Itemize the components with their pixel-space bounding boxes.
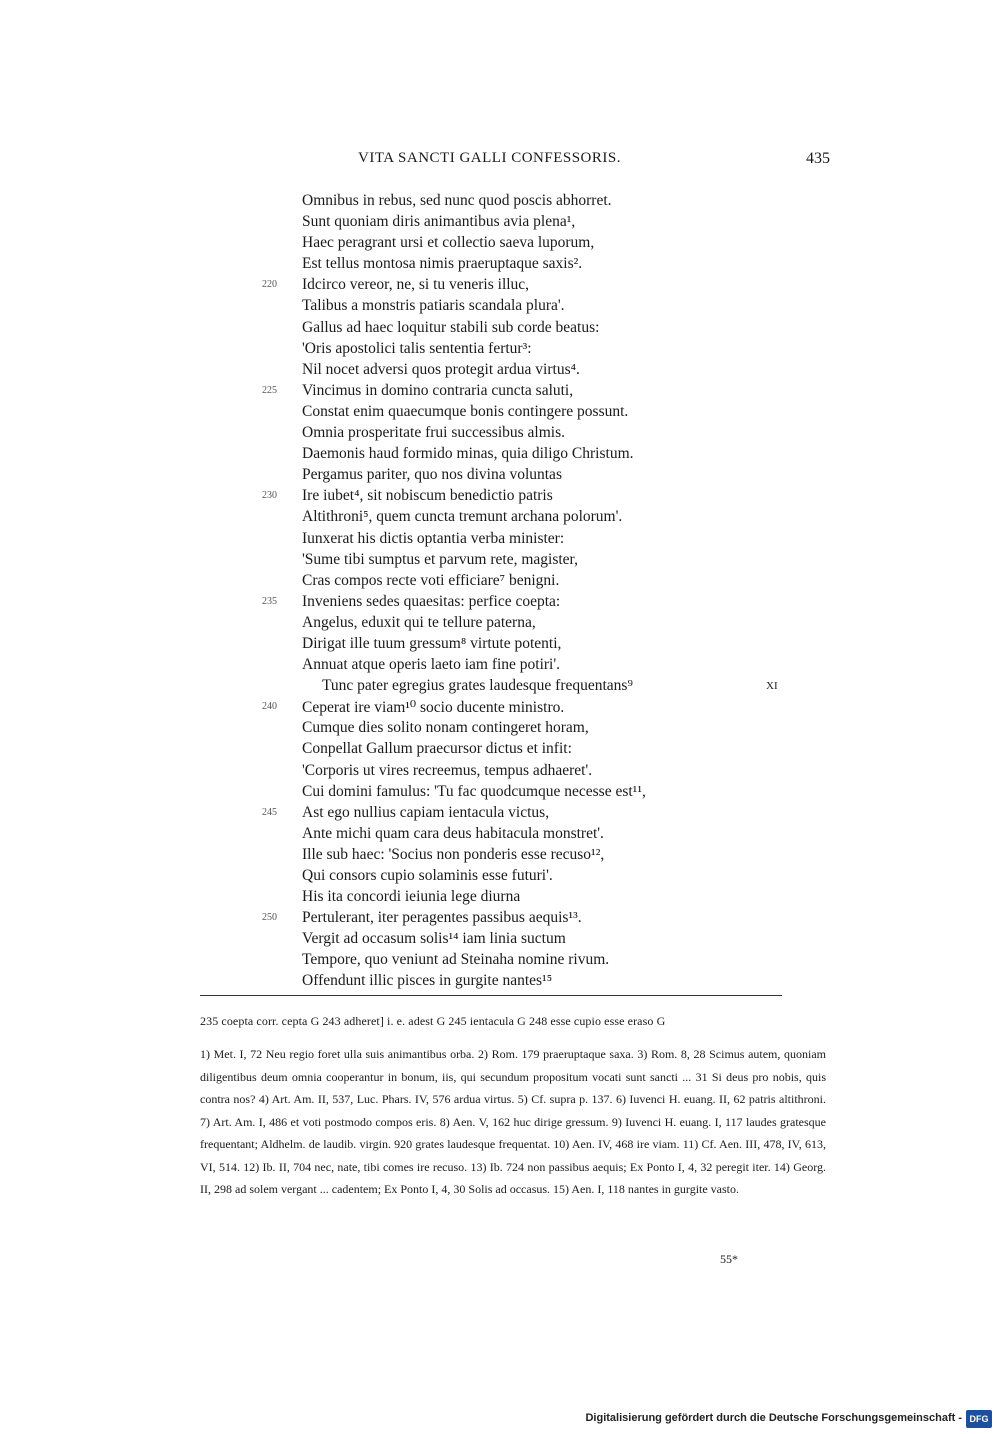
- line-number: 245: [262, 806, 277, 818]
- verse-text: Cui domini famulus: 'Tu fac quodcumque necesse est¹¹,: [302, 782, 646, 800]
- verse-text: Daemonis haud formido minas, quia diligo Christum.: [302, 445, 634, 463]
- verse-text: Qui consors cupio solaminis esse futuri'.: [302, 867, 553, 884]
- verse-line: [0, 234, 1000, 255]
- critical-apparatus: 235 coepta corr. cepta G 243 adheret] i. e. adest G 245 ientacula G 248 esse cupio esse eraso G: [200, 1014, 666, 1028]
- verse-text: Annuat atque operis laeto iam fine potiri'.: [302, 656, 561, 674]
- verse-line: [0, 656, 1000, 677]
- verse-text: Gallus ad haec loquitur stabili sub corde beatus:: [302, 318, 600, 336]
- verse-line: [0, 276, 1000, 297]
- verse-text: Haec peragrant ursi et collectio saeva luporum,: [302, 234, 595, 252]
- verse-line: [0, 445, 1000, 466]
- line-number: 240: [262, 701, 277, 713]
- verse-text: Idcirco vereor, ne, si tu veneris illuc,: [302, 276, 530, 294]
- verse-text: Est tellus montosa nimis praeruptaque saxis².: [302, 255, 583, 273]
- verse-text: Pertulerant, iter peragentes passibus aequis¹³.: [302, 909, 582, 927]
- footnote-text: 1) Met. I, 72 Neu regio foret ulla suis animantibus orba. 2) Rom. 179 praeruptaque saxa. 3) Rom. 8, 28 Scimus autem, quoniam diligentibus deum omnia cooperantur in bonum, iis, qui secundum propositum vocati sunt sancti ... 31 Si deus pro nobis, quis contra nos? 4) Art. Am. II, 537, Luc. Phars. IV, 576 ardua virtus. 5) Cf. supra p. 137. 6) Iuvenci H. euang. II, 62 patris altithroni. 7) Art. Am. I, 486 et voti postmodo compos eris. 8) Aen. V, 162 huc dirige gressum. 9) Iuvenci H. euang. I, 117 laudes gratesque frequentant; Aldhelm. de laudib. virgin. 920 grates laudesque frequentat. 10) Aen. IV, 468 ire viam. 11) Cf. Aen. III, 478, IV, 613, VI, 514. 12) Ib. II, 704 nec, nate, tibi comes ire recuso. 13) Ib. 724 non passibus aequis; Ex Ponto I, 4, 32 peregit iter. 14) Georg. II, 298 ad solem vergant ... cadentem; Ex Ponto I, 4, 30 Solis ad occasus. 15) Aen. I, 118 nantes in gurgite vasto.: [200, 1047, 826, 1196]
- digitization-credit: Digitalisierung gefördert durch die Deutsche Forschungsgemeinschaft -: [585, 1412, 962, 1424]
- verse-text: Sunt quoniam diris animantibus avia plena¹,: [302, 213, 576, 231]
- verse-line: [0, 361, 1000, 382]
- verse-text: Tunc pater egregius grates laudesque frequentans⁹: [322, 677, 633, 695]
- verse-text: Inveniens sedes quaesitas: perfice coepta:: [302, 592, 561, 610]
- verse-line: [0, 719, 1000, 740]
- verse-text: Ante michi quam cara deus habitacula monstret'.: [302, 824, 604, 842]
- verse-line: [0, 466, 1000, 487]
- margin-note: XI: [766, 680, 778, 693]
- running-title: VITA SANCTI GALLI CONFESSORIS.: [358, 150, 621, 166]
- verse-line: [0, 635, 1000, 656]
- verse-line: [0, 319, 1000, 340]
- verse-line: [0, 762, 1000, 783]
- line-number: 220: [262, 279, 277, 291]
- verse-line: [0, 888, 1000, 909]
- verse-text: Altithroni⁵, quem cuncta tremunt archana polorum'.: [302, 508, 623, 526]
- verse-line: [0, 255, 1000, 276]
- verse-text: Ceperat ire viam¹⁰ socio ducente ministro.: [302, 699, 565, 717]
- divider-rule: [200, 995, 782, 996]
- verse-text: Ast ego nullius capiam ientacula victus,: [302, 803, 550, 821]
- verse-line: [0, 614, 1000, 635]
- verse-text: Omnia prosperitate frui successibus almis.: [302, 424, 566, 442]
- line-number: 235: [262, 595, 277, 607]
- verse-text: Cumque dies solito nonam contingeret horam,: [302, 719, 589, 737]
- verse-line: [0, 740, 1000, 761]
- page-number: 435: [806, 150, 830, 167]
- footnotes: [200, 1043, 826, 1201]
- verse-line: [0, 846, 1000, 867]
- verse-text: Vincimus in domino contraria cuncta saluti,: [302, 381, 574, 399]
- verse-text: Vergit ad occasum solis¹⁴ iam linia suctum: [302, 930, 566, 948]
- verse-line: [0, 783, 1000, 804]
- dfg-logo: DFG: [966, 1410, 992, 1428]
- verse-text: Nil nocet adversi quos protegit ardua virtus⁴.: [302, 360, 580, 378]
- verse-text: Ille sub haec: 'Socius non ponderis esse recuso¹²,: [302, 845, 605, 863]
- verse-line: [0, 698, 1000, 719]
- verse-text: Offendunt illic pisces in gurgite nantes¹⁵: [302, 972, 553, 990]
- verse-line: [0, 951, 1000, 972]
- verse-text: His ita concordi ieiunia lege diurna: [302, 888, 521, 906]
- verse-line: [0, 825, 1000, 846]
- verse-line: [0, 192, 1000, 213]
- verse-line: [0, 403, 1000, 424]
- verse-text: Talibus a monstris patiaris scandala plura'.: [302, 297, 565, 315]
- verse-line: [0, 424, 1000, 445]
- verse-line: [0, 972, 1000, 993]
- verse-text: Angelus, eduxit qui te tellure paterna,: [302, 613, 536, 631]
- verse-line: [0, 677, 1000, 698]
- verse-block: [0, 192, 1000, 994]
- verse-line: [0, 487, 1000, 508]
- verse-text: 'Oris apostolici talis sententia fertur³:: [302, 339, 532, 357]
- verse-line: [0, 930, 1000, 951]
- verse-text: Tempore, quo veniunt ad Steinaha nomine rivum.: [302, 951, 610, 969]
- verse-line: [0, 551, 1000, 572]
- verse-text: Conpellat Gallum praecursor dictus et infit:: [302, 740, 572, 758]
- verse-text: Ire iubet⁴, sit nobiscum benedictio patris: [302, 487, 553, 505]
- verse-line: [0, 530, 1000, 551]
- verse-line: [0, 508, 1000, 529]
- verse-line: [0, 382, 1000, 403]
- verse-line: [0, 804, 1000, 825]
- verse-text: 'Sume tibi sumptus et parvum rete, magister,: [302, 550, 578, 568]
- verse-line: [0, 213, 1000, 234]
- printer-signature: 55*: [720, 1252, 738, 1266]
- line-number: 250: [262, 912, 277, 924]
- verse-line: [0, 593, 1000, 614]
- verse-text: Omnibus in rebus, sed nunc quod poscis abhorret.: [302, 192, 612, 209]
- line-number: 230: [262, 490, 277, 502]
- verse-line: [0, 340, 1000, 361]
- running-header: [300, 150, 830, 174]
- verse-text: Iunxerat his dictis optantia verba minister:: [302, 529, 565, 547]
- verse-line: [0, 909, 1000, 930]
- verse-text: Constat enim quaecumque bonis contingere possunt.: [302, 402, 629, 420]
- verse-line: [0, 572, 1000, 593]
- line-number: 225: [262, 384, 277, 396]
- verse-line: [0, 867, 1000, 888]
- verse-line: [0, 297, 1000, 318]
- verse-text: Dirigat ille tuum gressum⁸ virtute potenti,: [302, 634, 562, 652]
- verse-text: Cras compos recte voti efficiare⁷ benigni.: [302, 571, 560, 589]
- verse-text: Pergamus pariter, quo nos divina voluntas: [302, 466, 562, 484]
- verse-text: 'Corporis ut vires recreemus, tempus adhaeret'.: [302, 761, 593, 779]
